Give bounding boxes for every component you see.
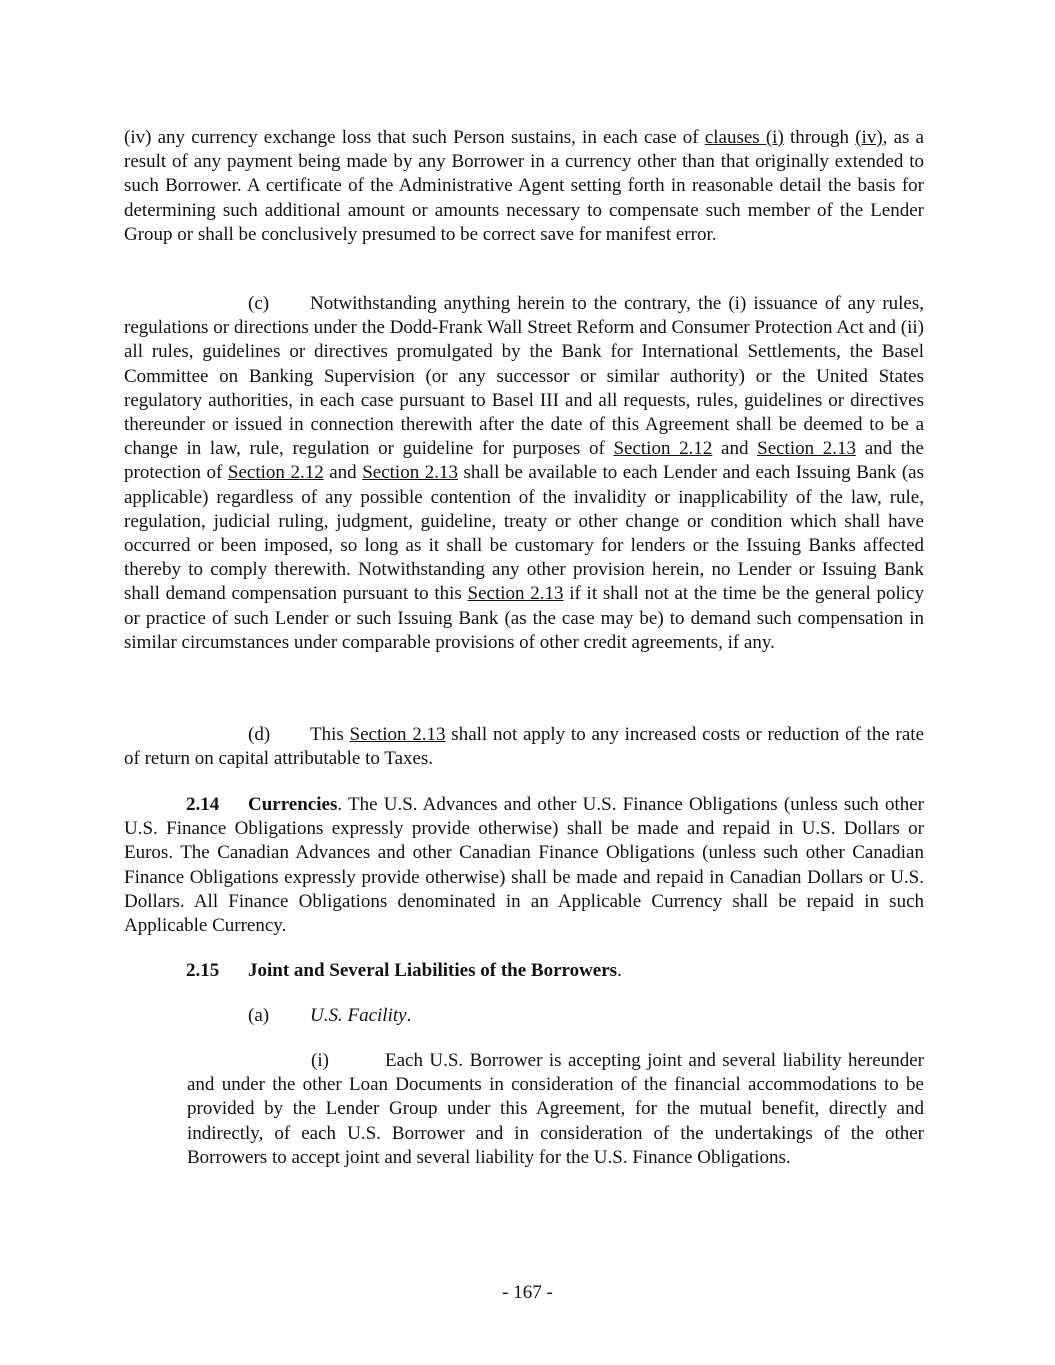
text-run: , as a result of any payment being made by any Borrower in a currency other than that originally extended to such Borrower. A certificate of the Administrative Agent setting forth in reasonable detail the basis for determining such additional amount or amounts necessary to compensate such member of the Lender Group or shall be conclusively presumed to be correct save for manifest error.	[124, 127, 924, 245]
text-run: through	[783, 127, 856, 148]
clause-label: (i)	[311, 1050, 329, 1071]
text-run: .	[406, 1005, 412, 1026]
paragraph-d	[124, 723, 924, 771]
text-run: and	[712, 438, 758, 460]
text-run: and the protection of	[124, 438, 924, 484]
subsection-a	[124, 1004, 924, 1028]
section-reference: Section 2.13	[362, 462, 458, 484]
clause-i	[187, 1049, 924, 1170]
section-heading: Currencies	[248, 794, 338, 815]
section-number: 2.15	[186, 960, 220, 981]
section-reference: Section 2.13	[349, 724, 446, 745]
paragraph-label: (c)	[248, 293, 270, 314]
text-run: The U.S. Advances and other U.S. Finance Obligations (unless such other U.S. Finance Obligations expressly provide otherwise) shall be made and repaid in U.S. Dollars or Euros. The Canadian Advances and other Canadian Finance Obligations (unless such other Canadian Finance Obligations expressly provide otherwise) shall be made and repaid in Canadian Dollars or U.S. Dollars. All Finance Obligations denominated in an Applicable Currency shall be repaid in such Applicable Currency.	[124, 794, 924, 937]
clause-reference: (iv)	[855, 127, 883, 148]
text-run: if it shall not at the time be the general policy or practice of such Lender or such Issuing Bank (as the case may be) to demand such compensation in similar circumstances under comparable provisions of other credit agreements, if any.	[124, 583, 924, 653]
text-run: (iv) any currency exchange loss that such Person sustains, in each case of	[124, 127, 705, 148]
section-2-15	[124, 959, 924, 983]
text-run: Notwithstanding anything herein to the contrary, the (i) issuance of any rules, regulations or directions under the Dodd-Frank Wall Street Reform and Consumer Protection Act and (ii) all rules, guidelines or directives promulgated by the Bank for International Settlements, the Basel Committee on Banking Supervision (or any successor or similar authority) or the United States regulatory authorities, in each case pursuant to Basel III and all requests, rules, guidelines or directives thereunder or issued in connection therewith after the date of this Agreement shall be deemed to be a change in law, rule, regulation or guideline for purposes of	[124, 293, 924, 460]
section-2-14	[124, 793, 924, 938]
section-reference: Section 2.12	[227, 462, 324, 484]
text-run: shall not apply to any increased costs or reduction of the rate of return on capital attributable to Taxes.	[124, 724, 924, 770]
text-run: shall be available to each Lender and each Issuing Bank (as applicable) regardless of any possible contention of the invalidity or inapplicability of the law, rule, regulation, judicial ruling, judgment, guideline, treaty or other change or condition which shall have occurred or been imposed, so long as it shall be customary for lenders or the Issuing Banks affected thereby to comply therewith. Notwithstanding any other provision herein, no Lender or Issuing Bank shall demand compensation pursuant to this	[124, 462, 924, 605]
page-number: - 167 -	[502, 1282, 553, 1303]
paragraph-label: (d)	[248, 724, 271, 745]
section-heading: Joint and Several Liabilities of the Borrowers	[248, 960, 618, 981]
text-run: and	[323, 462, 363, 484]
paragraph-c	[124, 292, 924, 655]
text-run: .	[337, 794, 343, 815]
paragraph-continuation	[124, 126, 924, 247]
section-reference: Section 2.12	[613, 438, 713, 460]
text-run: .	[617, 960, 622, 981]
section-reference: Section 2.13	[467, 583, 564, 605]
clause-reference: clauses (i)	[704, 127, 784, 148]
section-number: 2.14	[186, 794, 220, 815]
subsection-title: U.S. Facility	[310, 1005, 407, 1026]
text-run: Each U.S. Borrower is accepting joint and several liability hereunder and under the other Loan Documents in consideration of the financial accommodations to be provided by the Lender Group under this Agreement, for the mutual benefit, directly and indirectly, of each U.S. Borrower and in consideration of the undertakings of the other Borrowers to accept joint and several liability for the U.S. Finance Obligations.	[187, 1050, 924, 1168]
text-run: This	[310, 724, 350, 745]
section-reference: Section 2.13	[757, 438, 857, 460]
subsection-label: (a)	[248, 1005, 270, 1026]
